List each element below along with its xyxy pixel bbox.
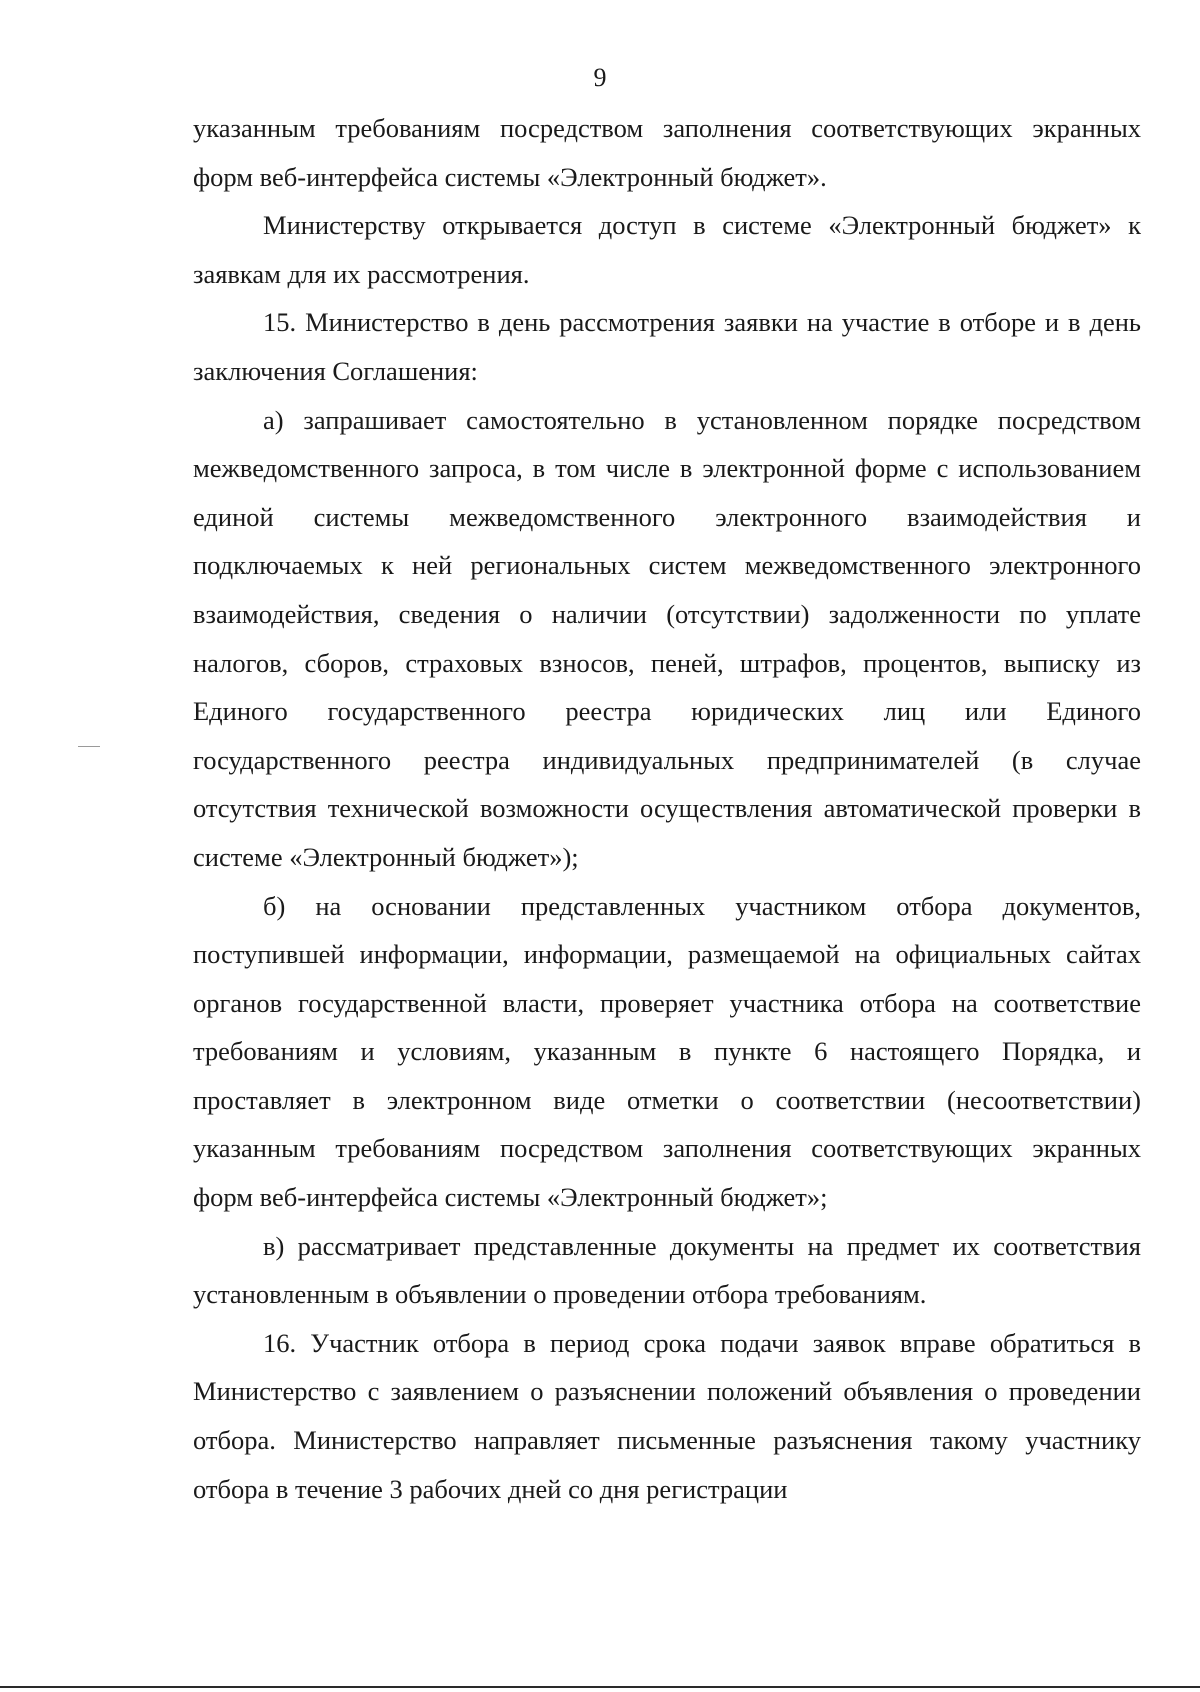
- paragraph-item-15b: б) на основании представленных участником отбора документов, поступившей информации, информации, размещаемой на официальных сайтах органов государственной власти, проверяет участника отбора на соответствие требованиям и условиям, указанным в пункте 6 настоящего Порядка, и проставляет в электронном виде отметки о соответствии (несоответствии) указанным требованиям посредством заполнения соответствующих экранных форм веб-интерфейса системы «Электронный бюджет»;: [193, 890, 1141, 1213]
- paragraph-item-16: 16. Участник отбора в период срока подачи заявок вправе обратиться в Министерство с заявлением о разъяснении положений объявления о проведении отбора. Министерство направляет письменные разъяснения такому участнику отбора в течение 3 рабочих дней со дня регистрации: [193, 1327, 1141, 1504]
- document-body: [193, 104, 1141, 1513]
- paragraph-ministry-access: Министерству открывается доступ в системе «Электронный бюджет» к заявкам для их рассмотрения.: [193, 210, 1141, 289]
- page-number: 9: [593, 63, 607, 92]
- paragraph-continuation: указанным требованиям посредством заполнения соответствующих экранных форм веб-интерфейса системы «Электронный бюджет».: [193, 113, 1141, 192]
- page-bottom-edge: [0, 1686, 1200, 1688]
- paragraph-item-15a: а) запрашивает самостоятельно в установленном порядке посредством межведомственного запроса, в том числе в электронной форме с использованием единой системы межведомственного электронного взаимодействия и подключаемых к ней региональных систем межведомственного электронного взаимодействия, сведения о наличии (отсутствии) задолженности по уплате налогов, сборов, страховых взносов, пеней, штрафов, процентов, выписку из Единого государственного реестра юридических лиц или Единого государственного реестра индивидуальных предпринимателей (в случае отсутствия технической возможности осуществления автоматической проверки в системе «Электронный бюджет»);: [193, 404, 1141, 872]
- paragraph-item-15: 15. Министерство в день рассмотрения заявки на участие в отборе и в день заключения Соглашения:: [193, 307, 1141, 386]
- paragraph-item-15v: в) рассматривает представленные документы на предмет их соответствия установленным в объявлении о проведении отбора требованиям.: [193, 1230, 1141, 1310]
- margin-mark: [78, 746, 100, 747]
